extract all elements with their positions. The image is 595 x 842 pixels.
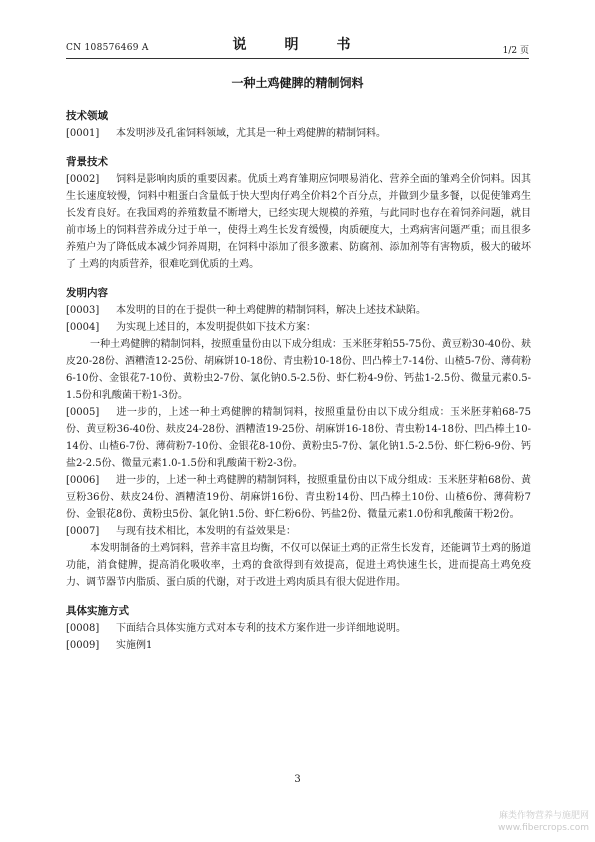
paragraph-number: [0007] (66, 526, 100, 537)
document-body (66, 108, 531, 666)
page-count: 1/2 页 (502, 46, 529, 56)
paragraph-text: 为实现上述目的，本发明提供如下技术方案： (116, 322, 316, 333)
paragraph-number: [0008] (66, 623, 100, 634)
section (66, 603, 531, 654)
paragraph-number: [0006] (66, 475, 100, 486)
paragraph-number: [0004] (66, 322, 100, 333)
paragraph (66, 319, 531, 336)
paragraph-text: 与现有技术相比，本发明的有益效果是： (116, 526, 296, 537)
paragraph-text: 饲料是影响肉质的重要因素。优质土鸡育雏期应饲喂易消化、营养全面的雏鸡全价饲料。因其生长速度较慢，饲料中粗蛋白含量低于快大型肉仔鸡全价料2个百分点，并做到少量多餐，以促使雏鸡生长发育良好。在我国鸡的养殖数量不断增大，已经实现大规模的养殖，与此同时也存在着饲养问题，就目前市场上的饲料营养成分过于单一，使得土鸡生长发育缓慢，肉质硬度大，土鸡病害问题严重；而且很多养殖户为了降低成本减少饲养周期，在饲料中添加了很多激素、防腐剂、添加剂等有害物质，极大的破坏了 土鸡的肉质营养，很难吃到优质的土鸡。 (66, 174, 531, 270)
section-heading: 技术领域 (66, 110, 108, 122)
page-number: 3 (294, 774, 301, 785)
paragraph-number: [0003] (66, 305, 100, 316)
document-type: 说 明 书 (232, 37, 363, 53)
section (66, 108, 531, 142)
paragraph (66, 523, 531, 540)
paragraph (66, 171, 531, 273)
paragraph-text: 本发明的目的在于提供一种土鸡健脾的精制饲料，解决上述技术缺陷。 (116, 305, 426, 316)
section-heading: 背景技术 (66, 156, 108, 168)
paragraph (66, 302, 531, 319)
header-rule (66, 58, 529, 59)
paragraph (66, 125, 531, 142)
publication-number: CN 108576469 A (66, 43, 149, 53)
page-header (66, 34, 529, 56)
watermark-url: www.fibercrops.com (498, 823, 589, 833)
paragraph-text: 一种土鸡健脾的精制饲料，按照重量份由以下成分组成：玉米胚芽粕55-75份、黄豆粉30-40份、麸皮20-28份、酒糟渣12-25份、胡麻饼10-18份、青虫粉10-18份、凹凸棒土7-14份、山楂5-7份、薄荷粉6-10份、金银花7-10份、黄粉虫2-7份、氯化钠0.5-2.5份、虾仁粉4-9份、钙盐1-2.5份、微量元素0.5-1.5份和乳酸菌干粉1-3份。 (66, 339, 531, 401)
section-heading: 具体实施方式 (66, 605, 129, 617)
paragraph (66, 472, 531, 523)
paragraph-text: 实施例1 (116, 640, 153, 651)
watermark (498, 810, 589, 834)
paragraph-number: [0009] (66, 640, 100, 651)
section (66, 154, 531, 273)
paragraph-text: 进一步的，上述一种土鸡健脾的精制饲料，按照重量份由以下成分组成：玉米胚芽粕68-75份、黄豆粉36-40份、麸皮24-28份、酒糟渣19-25份、胡麻饼16-18份、青虫粉14-18份、凹凸棒土10-14份、山楂6-7份、薄荷粉7-10份、金银花8-10份、黄粉虫5-7份、氯化钠1.5-2.5份、虾仁粉6-9份、钙盐2-2.5份、微量元素1.0-1.5份和乳酸菌干粉2-3份。 (66, 407, 531, 469)
paragraph-number: [0001] (66, 128, 100, 139)
paragraph-text: 下面结合具体实施方式对本专利的技术方案作进一步详细地说明。 (116, 623, 406, 634)
document-title: 一种土鸡健脾的精制饲料 (231, 76, 364, 90)
paragraph-number: [0002] (66, 174, 100, 185)
watermark-line: 麻类作物营养与施肥网 (498, 811, 589, 821)
paragraph-number: [0005] (66, 407, 100, 418)
paragraph (66, 620, 531, 637)
paragraph-text: 本发明制备的土鸡饲料，营养丰富且均衡，不仅可以保证土鸡的正常生长发育，还能调节土鸡的肠道功能，消食健脾，提高消化吸收率，土鸡的食欲得到有效提高，促进土鸡快速生长，进而提高土鸡免疫力、调节器节内脂质、蛋白质的代谢，对于改进土鸡肉质具有很大促进作用。 (66, 543, 531, 588)
paragraph-text: 进一步的，上述一种土鸡健脾的精制饲料，按照重量份由以下成分组成：玉米胚芽粕68份、黄豆粉36份、麸皮24份、酒糟渣19份、胡麻饼16份、青虫粉14份、凹凸棒土10份、山楂6份、薄荷粉7份、金银花8份、黄粉虫5份、氯化钠1.5份、虾仁粉6份、钙盐2份、微量元素1.0份和乳酸菌干粉2份。 (66, 475, 531, 520)
paragraph-text: 本发明涉及孔雀饲料领域，尤其是一种土鸡健脾的精制饲料。 (116, 128, 386, 139)
paragraph (66, 404, 531, 472)
section (66, 285, 531, 591)
paragraph (66, 637, 531, 654)
section-heading: 发明内容 (66, 287, 108, 299)
